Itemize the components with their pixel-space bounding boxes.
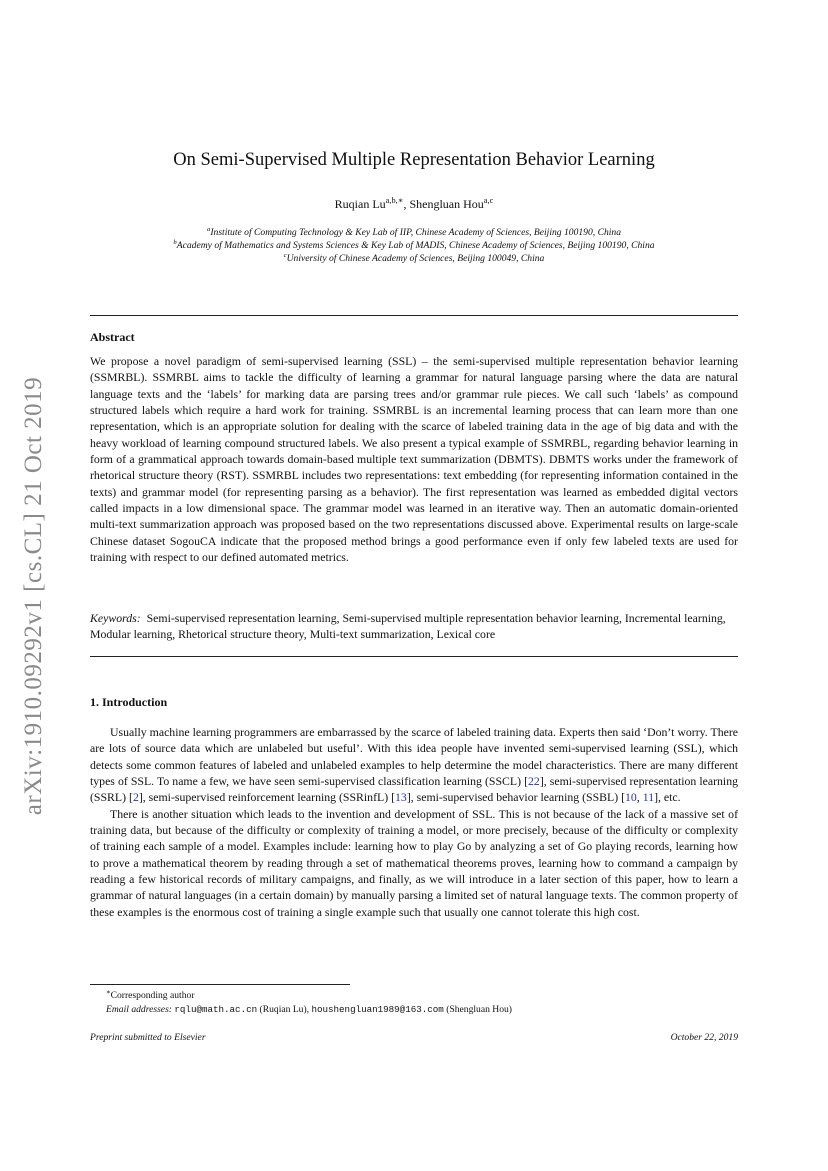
citation-link[interactable]: 11 (642, 790, 655, 805)
affiliation-text: Academy of Mathematics and Systems Sciences & Key Lab of MADIS, Chinese Academy of Sciences, Beijing 100190, China (176, 240, 655, 251)
intro-text: ], semi-supervised behavior learning (SSBL) [ (406, 790, 626, 805)
abstract-top-rule (90, 315, 738, 316)
intro-text: ], semi-supervised reinforcement learning (SSRinfL) [ (138, 790, 396, 805)
author-list (90, 197, 738, 212)
email-label: Email addresses: (106, 1003, 172, 1015)
affiliation-mark: a (206, 225, 211, 233)
affiliation (90, 226, 738, 239)
footnote-mark: ∗ (106, 988, 111, 996)
intro-text: Usually machine learning programmers are embarrassed by the scarce of labeled training data. Experts then said ‘Don’t worry. There are lots of source data which are unlabeled but useful’. With this idea people have invented semi-supervised learning (SSL), which detects some common features of labeled and unlabeled examples to help determine the model characteristics. There are many different types of SSL. To name a few, we have seen semi-supervised classification learning (SSCL) [ (90, 725, 738, 789)
footnote (90, 989, 738, 1016)
citation-link[interactable]: 22 (528, 774, 540, 789)
footnote-corresponding (90, 989, 738, 1003)
footer-date: October 22, 2019 (670, 1032, 738, 1043)
affiliation-mark: b (173, 238, 177, 246)
intro-paragraph-1 (90, 724, 738, 806)
keywords-label: Keywords: (90, 611, 141, 625)
author-name: Ruqian Lu (334, 197, 386, 211)
author-separator: , (403, 197, 410, 211)
abstract-bottom-rule (90, 656, 738, 657)
author-marks: a,c (483, 196, 494, 205)
citation-link[interactable]: 2 (132, 790, 139, 805)
abstract-heading: Abstract (90, 330, 135, 344)
footnote-corresponding-text: Corresponding author (110, 990, 195, 1001)
affiliation-text: Institute of Computing Technology & Key Lab of IIP, Chinese Academy of Sciences, Beijing 100190, China (210, 227, 622, 238)
intro-paragraph-2: There is another situation which leads to the invention and development of SSL. This is not because of the lack of a massive set of training data, but because of the difficulty or complexity of training a model, or more precisely, because of the difficulty or complexity of training each sample of a model. Examples include: learning how to play Go by analyzing a set of Go playing records, learning how to prove a mathematical theorem by reading through a set of mathematical theorems proves, learning how to command a campaign by reading a few historical records of military campaigns, and finally, as we will introduce in a later section of this paper, how to learn a grammar of natural languages (in a certain domain) by manually parsing a limited set of natural language texts. The common property of these examples is the enormous cost of training a single example such that usually one cannot tolerate this high cost. (90, 806, 738, 919)
introduction-body (90, 724, 738, 920)
affiliation (90, 252, 738, 265)
email-owner: (Ruqian Lu), (257, 1003, 312, 1015)
footnote-emails (90, 1003, 738, 1017)
citation-link[interactable]: 13 (395, 790, 407, 805)
paper-title: On Semi-Supervised Multiple Representation Behavior Learning (173, 150, 655, 170)
email-owner: (Shengluan Hou) (443, 1003, 513, 1015)
section-heading: 1. Introduction (90, 695, 168, 709)
intro-text: ], etc. (654, 790, 681, 805)
author-name: Shengluan Hou (409, 197, 484, 211)
affiliation (90, 239, 738, 252)
email-address[interactable]: rqlu@math.ac.cn (174, 1003, 258, 1015)
arxiv-stamp-text: arXiv:1910.09292v1 [cs.CL] 21 Oct 2019 (20, 376, 47, 816)
keywords (90, 610, 738, 643)
affiliation-text: University of Chinese Academy of Sciences, Beijing 100049, China (286, 253, 545, 264)
footer-preprint-note: Preprint submitted to Elsevier (90, 1032, 206, 1043)
keywords-list: Semi-supervised representation learning, Semi-supervised multiple representation behavior learning, Incremental learning, Modular learning, Rhetorical structure theory, Multi-text summarization, Lexical core (90, 611, 726, 642)
email-address[interactable]: houshengluan1989@163.com (311, 1003, 444, 1015)
citation-link[interactable]: 10 (625, 790, 637, 805)
affiliation-mark: c (283, 251, 287, 259)
affiliations (90, 226, 738, 265)
abstract-body: We propose a novel paradigm of semi-supervised learning (SSL) – the semi-supervised multiple representation behavior learning (SSMRBL). SSMRBL aims to tackle the difficulty of learning a grammar for natural language parsing where the data are natural language texts and the ‘labels’ for marking data are parsing trees and/or grammar rule pieces. We call such ‘labels’ as compound structured labels which require a hard work for training. SSMRBL is an incremental learning process that can learn more than one representation, which is an appropriate solution for dealing with the scarce of labeled training data in the age of big data and with the heavy workload of learning compound structured labels. We also present a typical example of SSMRBL, regarding behavior learning in form of a grammatical approach towards domain-based multiple text summarization (DBMTS). DBMTS works under the framework of rhetorical structure theory (RST). SSMRBL includes two representations: text embedding (for representing information contained in the texts) and grammar model (for representing parsing as a behavior). The first representation was learned as embedded digital vectors called impacts in a low dimensional space. The grammar model was learned in an iterative way. Then an automatic domain-oriented multi-text summarization approach was proposed based on the two representations discussed above. Experimental results on large-scale Chinese dataset SogouCA indicate that the proposed method brings a good performance even if only few labeled texts are used for training with respect to our defined automated metrics. (90, 354, 738, 565)
author-marks: a,b,∗ (385, 196, 404, 205)
intro-text: , (636, 790, 643, 805)
intro-text: ], semi-supervised representation learning (SSRL) [ (90, 774, 739, 805)
footnote-rule (90, 984, 350, 985)
